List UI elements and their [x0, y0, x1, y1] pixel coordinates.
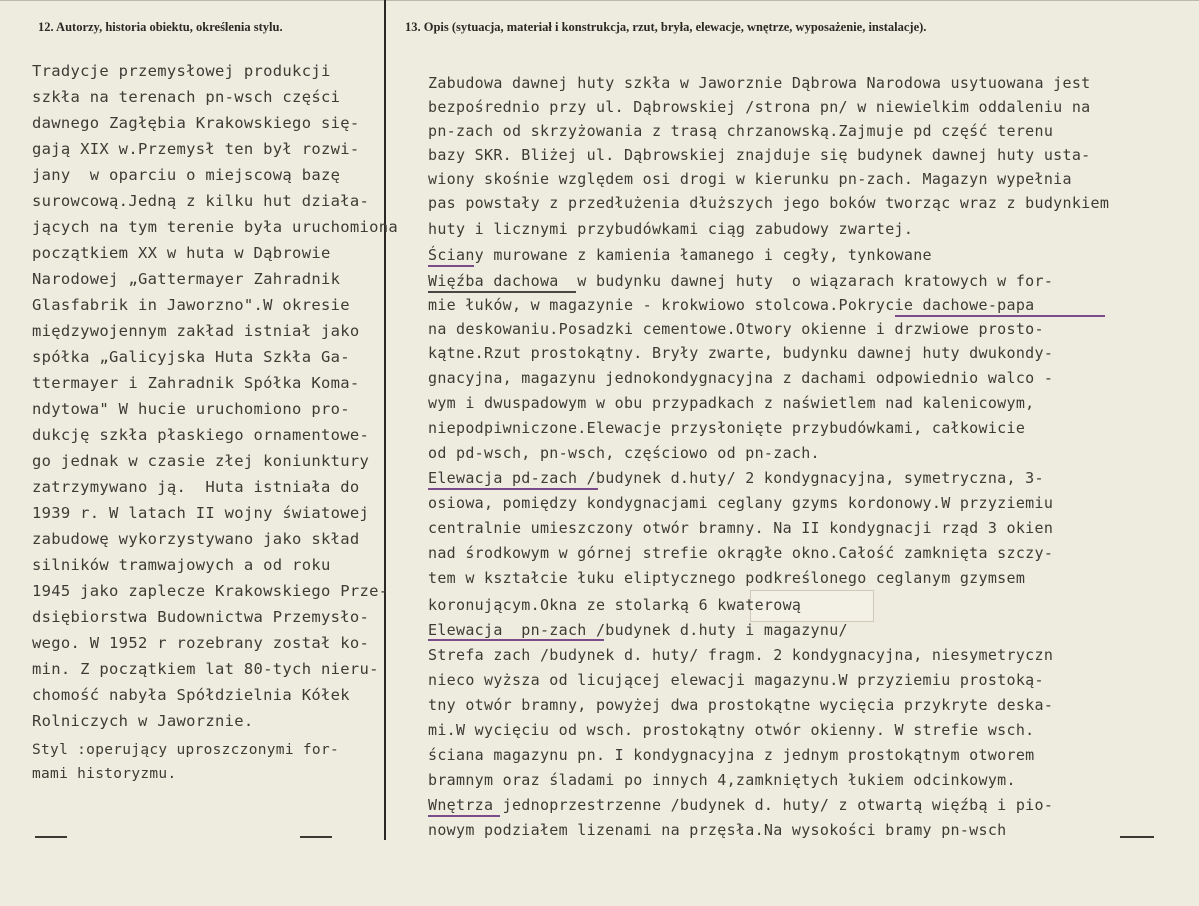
style-line: Styl :operujący uproszczonymi for-	[32, 742, 340, 758]
description-line: nowym podziałem lizenami na przęsła.Na wysokości bramy pn-wsch	[428, 821, 1007, 839]
bottom-mark	[300, 836, 332, 838]
description-line: kątne.Rzut prostokątny. Bryły zwarte, budynku dawnej huty dwukondy-	[428, 344, 1054, 362]
history-line: silników tramwajowych a od roku	[32, 556, 331, 574]
description-line: wiony skośnie względem osi drogi w kierunku pn-zach. Magazyn wypełnia	[428, 170, 1072, 188]
history-line: gają XIX w.Przemysł ten był rozwi-	[32, 140, 360, 158]
history-line: Glasfabrik in Jaworzno".W okresie	[32, 296, 350, 314]
keyword-underline	[428, 488, 598, 490]
history-line: dsiębiorstwa Budownictwa Przemysło-	[32, 608, 370, 626]
history-line: jany w oparciu o miejscową bazę	[32, 166, 341, 184]
description-line: Elewacja pn-zach /budynek d.huty i magazynu/	[428, 621, 848, 639]
description-line: pn-zach od skrzyżowania z trasą chrzanowską.Zajmuje pd część terenu	[428, 122, 1054, 140]
keyword-underline	[428, 265, 474, 267]
description-line: Więźba dachowa w budynku dawnej huty o wiązarach kratowych w for-	[428, 272, 1054, 290]
description-line: centralnie umieszczony otwór bramny. Na II kondygnacji rząd 3 okien	[428, 519, 1054, 537]
history-line: chomość nabyła Spółdzielnia Kółek	[32, 686, 350, 704]
history-line: Narodowej „Gattermayer Zahradnik	[32, 270, 341, 288]
description-line: nad środkowym w górnej strefie okrągłe okno.Całość zamknięta szczy-	[428, 544, 1054, 562]
history-line: 1939 r. W latach II wojny światowej	[32, 504, 370, 522]
description-line: na deskowaniu.Posadzki cementowe.Otwory okienne i drzwiowe prosto-	[428, 320, 1044, 338]
history-line: min. Z początkiem lat 80-tych nieru-	[32, 660, 379, 678]
description-line: ściana magazynu pn. I kondygnacyjna z jednym prostokątnym otworem	[428, 746, 1035, 764]
history-line: wego. W 1952 r rozebrany został ko-	[32, 634, 370, 652]
keyword-underline	[428, 815, 500, 817]
history-line: spółka „Galicyjska Huta Szkła Ga-	[32, 348, 350, 366]
style-line: mami historyzmu.	[32, 766, 177, 782]
description-line: Ściany murowane z kamienia łamanego i cegły, tynkowane	[428, 246, 932, 264]
history-line: początkiem XX w huta w Dąbrowie	[32, 244, 331, 262]
description-line: wym i dwuspadowym w obu przypadkach z naświetlem nad kalenicowym,	[428, 394, 1035, 412]
description-line: Strefa zach /budynek d. huty/ fragm. 2 kondygnacyjna, niesymetryczn	[428, 646, 1054, 664]
description-line: bazy SKR. Bliżej ul. Dąbrowskiej znajduje się budynek dawnej huty usta-	[428, 146, 1091, 164]
description-line: tny otwór bramny, powyżej dwa prostokątne wycięcia przykryte deska-	[428, 696, 1054, 714]
description-line: Zabudowa dawnej huty szkła w Jaworznie Dąbrowa Narodowa usytuowana jest	[428, 74, 1091, 92]
history-line: 1945 jako zaplecze Krakowskiego Prze-	[32, 582, 389, 600]
description-line: bezpośrednio przy ul. Dąbrowskiej /strona pn/ w niewielkim oddaleniu na	[428, 98, 1091, 116]
history-line: jących na tym terenie była uruchomiona	[32, 218, 399, 236]
history-line: dukcję szkła płaskiego ornamentowe-	[32, 426, 370, 444]
description-line: Elewacja pd-zach /budynek d.huty/ 2 kondygnacyjna, symetryczna, 3-	[428, 469, 1044, 487]
history-line: surowcową.Jedną z kilku hut działa-	[32, 192, 370, 210]
right-column-header: 13. Opis (sytuacja, materiał i konstrukcja, rzut, bryła, elewacje, wnętrze, wyposażenie, instalacje).	[405, 20, 927, 34]
description-line: osiowa, pomiędzy kondygnacjami ceglany gzyms kordonowy.W przyziemiu	[428, 494, 1054, 512]
description-line: bramnym oraz śladami po innych 4,zamkniętych łukiem odcinkowym.	[428, 771, 1016, 789]
history-line: Rolniczych w Jaworznie.	[32, 712, 254, 730]
top-border	[0, 0, 1199, 1]
description-line: mi.W wycięciu od wsch. prostokątny otwór okienny. W strefie wsch.	[428, 721, 1035, 739]
description-line: mie łuków, w magazynie - krokwiowo stolcowa.Pokrycie dachowe-papa	[428, 296, 1035, 314]
history-line: go jednak w czasie złej koniunktury	[32, 452, 370, 470]
description-line: pas powstały z przedłużenia dłuższych jego boków tworząc wraz z budynkiem	[428, 194, 1110, 212]
history-line: ttermayer i Zahradnik Spółka Koma-	[32, 374, 360, 392]
keyword-underline	[428, 291, 576, 293]
column-divider	[384, 0, 386, 840]
description-line: niepodpiwniczone.Elewacje przysłonięte przybudówkami, całkowicie	[428, 419, 1026, 437]
description-line: od pd-wsch, pn-wsch, częściowo od pn-zach.	[428, 444, 820, 462]
history-line: Tradycje przemysłowej produkcji	[32, 62, 331, 80]
history-line: ndytowa" W hucie uruchomiono pro-	[32, 400, 350, 418]
description-line: Wnętrza jednoprzestrzenne /budynek d. huty/ z otwartą więźbą i pio-	[428, 796, 1054, 814]
history-line: zatrzymywano ją. Huta istniała do	[32, 478, 360, 496]
bottom-mark	[1120, 836, 1154, 838]
keyword-underline	[428, 639, 604, 641]
bottom-mark	[35, 836, 67, 838]
history-line: szkła na terenach pn-wsch części	[32, 88, 341, 106]
description-line: nieco wyższa od licującej elewacji magazynu.W przyziemiu prostoką-	[428, 671, 1044, 689]
description-line: huty i licznymi przybudówkami ciąg zabudowy zwartej.	[428, 220, 914, 238]
description-line: gnacyjna, magazynu jednokondygnacyjna z dachami odpowiednio walco -	[428, 369, 1054, 387]
keyword-underline	[895, 315, 1105, 317]
history-line: zabudowę wykorzystywano jako skład	[32, 530, 360, 548]
description-line: tem w kształcie łuku eliptycznego podkreślonego ceglanym gzymsem	[428, 569, 1026, 587]
history-line: międzywojennym zakład istniał jako	[32, 322, 360, 340]
description-line: koronującym.Okna ze stolarką 6 kwaterową	[428, 596, 802, 614]
history-line: dawnego Zagłębia Krakowskiego się-	[32, 114, 360, 132]
left-column-header: 12. Autorzy, historia obiektu, określenia stylu.	[38, 20, 283, 34]
